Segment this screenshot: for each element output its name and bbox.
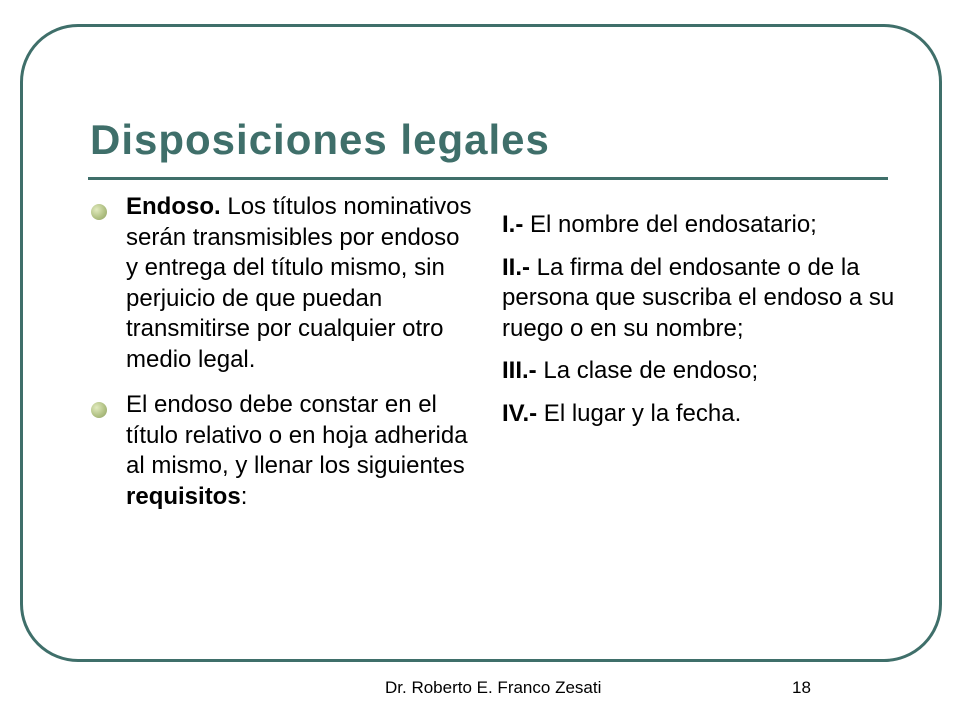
bullet-text: Los títulos nominativos serán transmisibles por endoso y entrega del título mismo, sin perjuicio de que puedan transmitirse por cualquier otro medio legal. xyxy=(126,193,472,373)
requirement-text: La firma del endosante o de la persona que suscriba el endoso a su ruego o en su nombre; xyxy=(502,253,895,342)
requirement-number: III.- xyxy=(502,357,537,384)
requirement-number: IV.- xyxy=(502,399,538,427)
requirement-number: II.- xyxy=(502,253,530,281)
bullet-emphasis: requisitos xyxy=(126,482,241,510)
bullet-dot-icon xyxy=(91,204,107,220)
page-number: 18 xyxy=(792,678,811,697)
requirement-item xyxy=(502,356,902,387)
requirement-number: I.- xyxy=(502,211,524,238)
requirement-item xyxy=(502,399,902,430)
bullet-tail: : xyxy=(240,482,248,510)
requirement-text: La clase de endoso; xyxy=(536,357,759,384)
bullet-lead: Endoso. xyxy=(126,193,221,220)
slide-title: Disposiciones legales xyxy=(90,116,550,163)
footer-author: Dr. Roberto E. Franco Zesati xyxy=(385,678,602,697)
requirement-text: El lugar y la fecha. xyxy=(537,399,742,427)
bullet-text: El endoso debe constar en el título relativo o en hoja adherida al mismo, y llenar los siguientes xyxy=(126,391,468,479)
bullet-requisitos xyxy=(86,390,478,512)
title-underline xyxy=(88,177,888,180)
requirement-item xyxy=(502,210,902,241)
bullet-list xyxy=(86,192,478,527)
requirements-list xyxy=(502,210,902,441)
requirement-item xyxy=(502,253,902,345)
requirement-text: El nombre del endosatario; xyxy=(523,211,817,238)
bullet-endoso xyxy=(86,192,478,375)
bullet-dot-icon xyxy=(91,402,107,418)
